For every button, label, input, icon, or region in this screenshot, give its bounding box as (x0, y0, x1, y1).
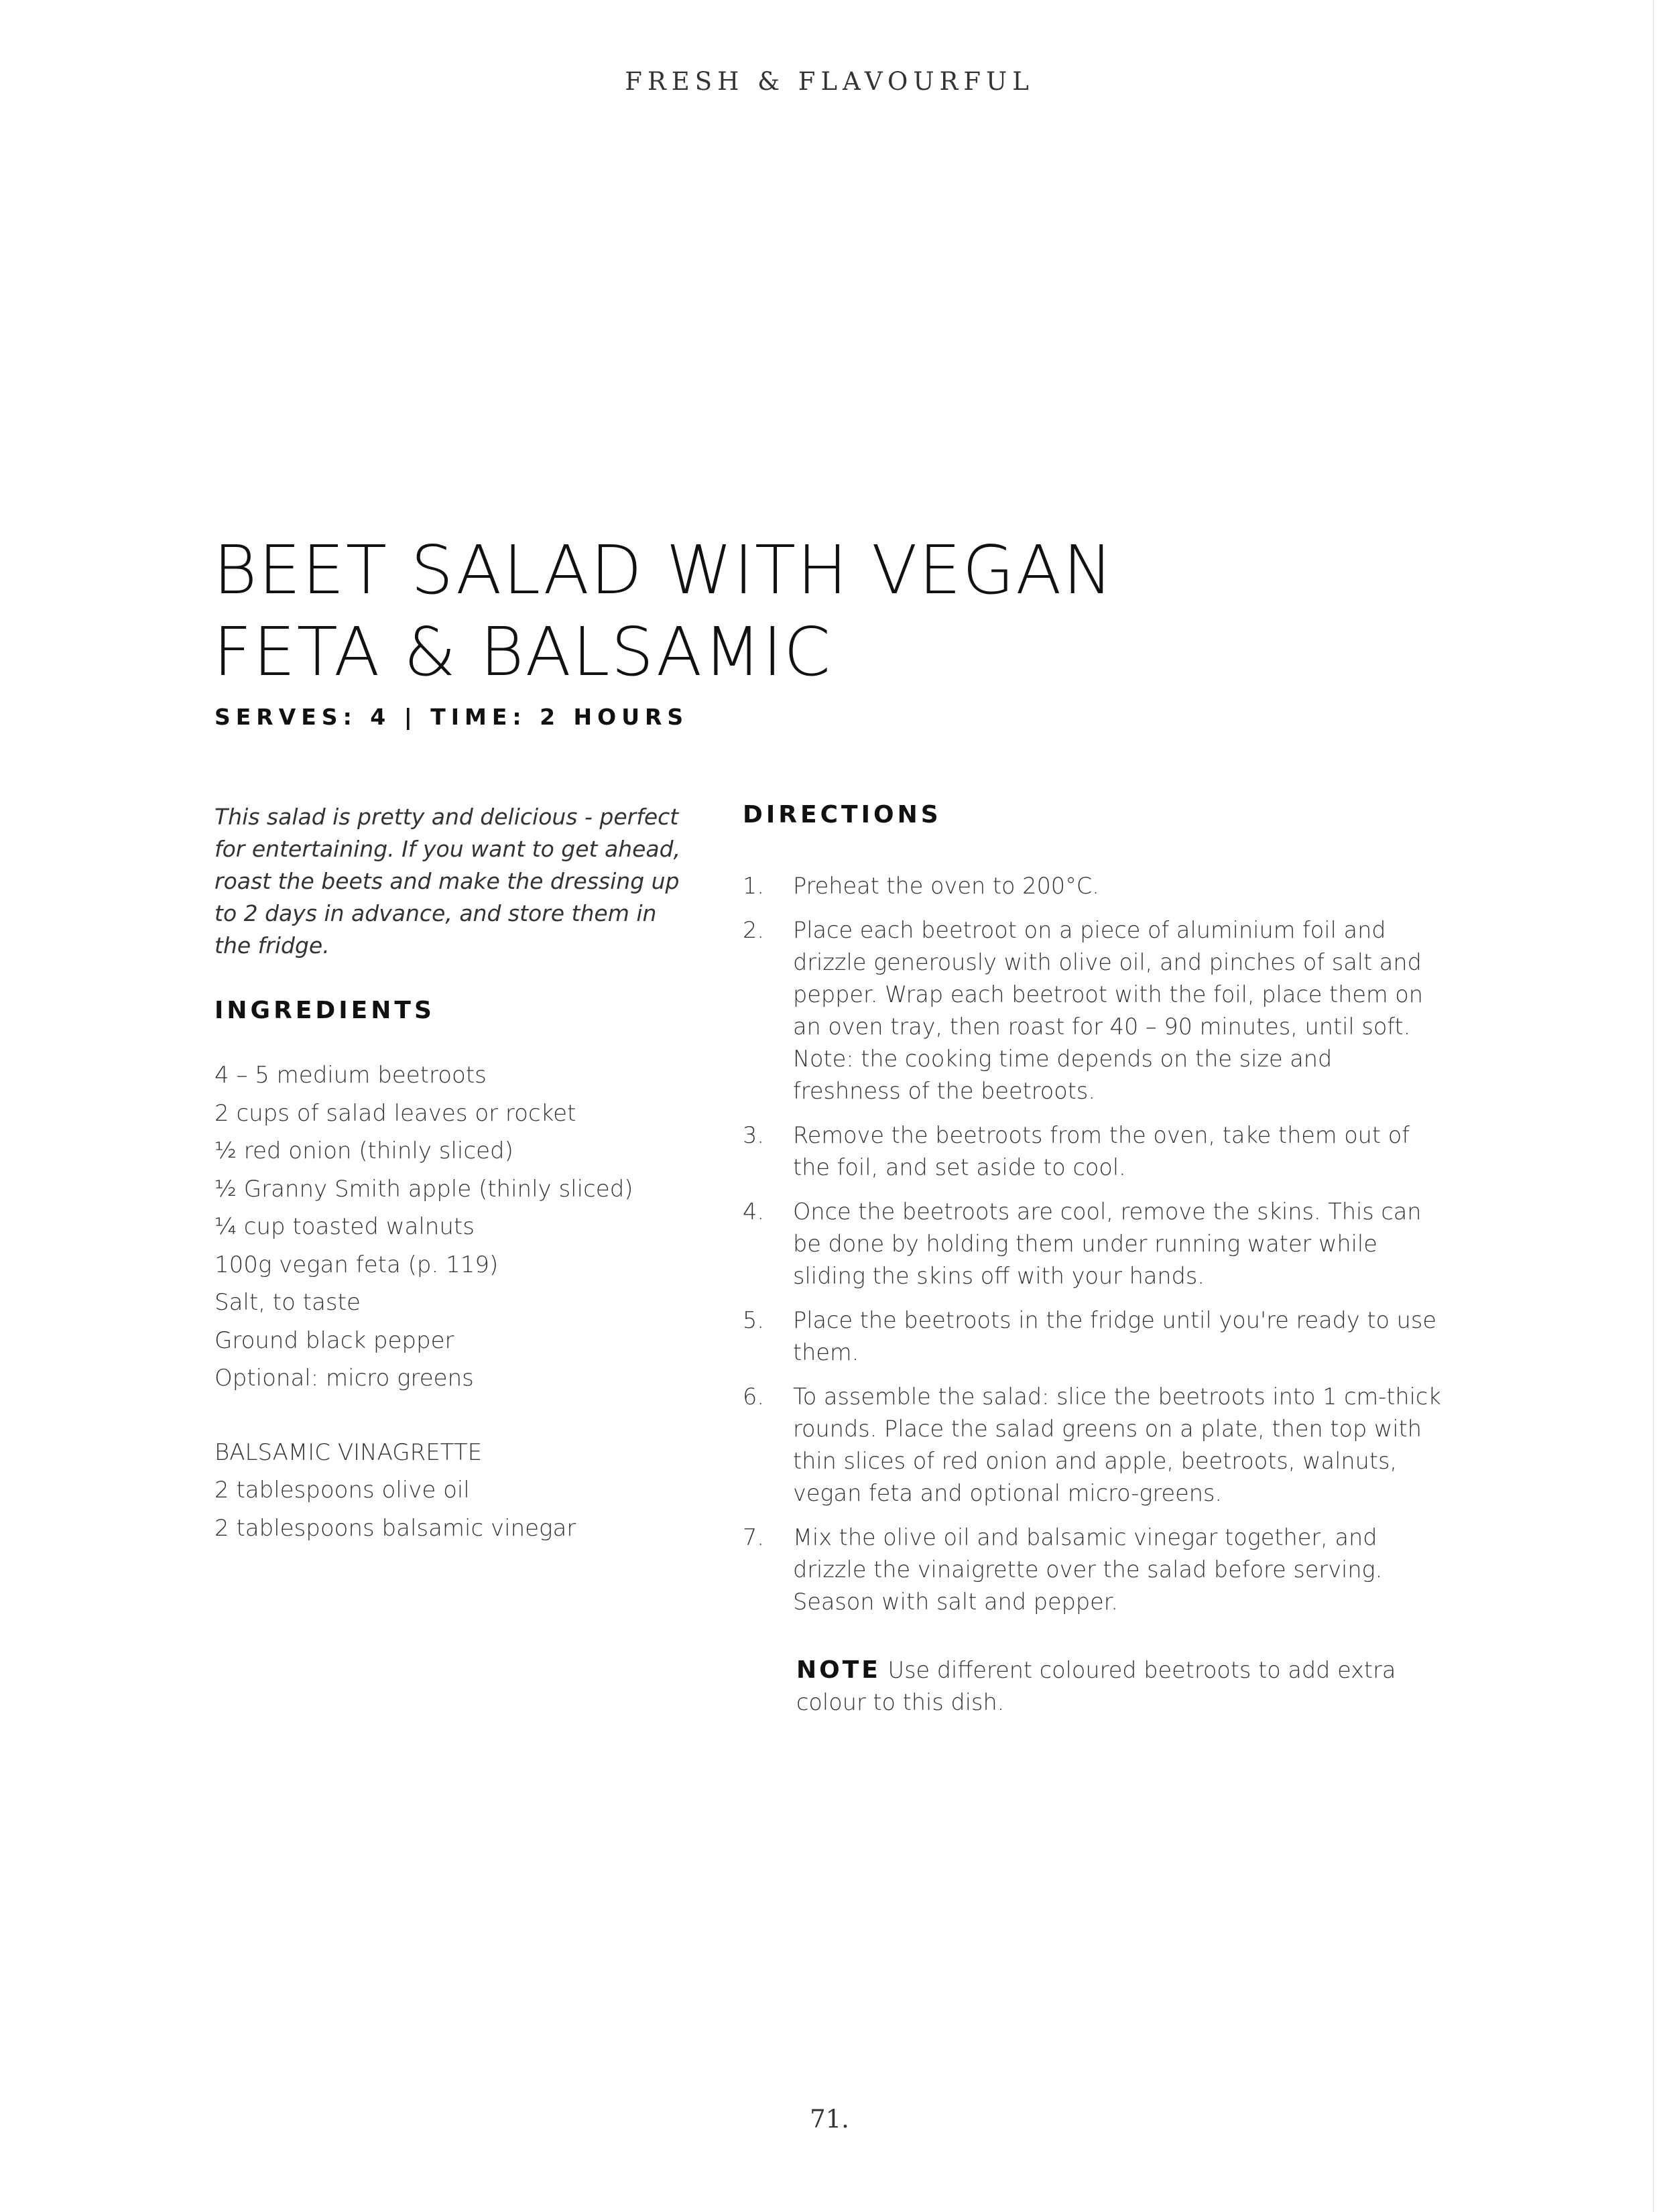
directions-list (743, 870, 1443, 1618)
vinaigrette-heading: BALSAMIC VINAGRETTE (214, 1438, 483, 1466)
step-number: 5. (743, 1307, 764, 1333)
ingredient-item: Optional: micro greens (214, 1365, 474, 1392)
step-text: Place each beetroot on a piece of aluminium foil and drizzle generously with olive oil, and pinches of salt and pepper. Wrap each beetroot with the foil, place them on an oven tray, then roast for 40 – 90 minutes, until soft. Note: the cooking time depends on the size and freshness of the beetroots. (793, 917, 1424, 1104)
ingredient-item: Salt, to taste (214, 1289, 361, 1316)
direction-step (743, 1304, 1443, 1369)
direction-step (743, 1381, 1443, 1510)
right-column (743, 801, 1443, 1719)
recipe-intro: This salad is pretty and delicious - perfect for entertaining. If you want to get ahead, roast the beets and make the dressing up to 2 days in advance, and store them in the fridge. (214, 804, 681, 959)
step-text: Remove the beetroots from the oven, take them out of the foil, and set aside to cool. (793, 1122, 1410, 1180)
step-text: To assemble the salad: slice the beetroots into 1 cm-thick rounds. Place the salad greens on a plate, then top with thin slices of red onion and apple, beetroots, walnuts, vegan feta and optional micro-greens. (793, 1384, 1441, 1506)
step-number: 1. (743, 873, 764, 899)
direction-step (743, 1196, 1443, 1292)
note-label: NOTE (796, 1656, 881, 1684)
recipe-title-line-1: BEET SALAD WITH VEGAN (213, 531, 1115, 609)
step-number: 4. (743, 1199, 764, 1225)
recipe-title (213, 530, 1353, 693)
ingredient-item: 100g vegan feta (p. 119) (214, 1251, 499, 1278)
page-edge-divider (1653, 0, 1654, 2212)
directions-heading: DIRECTIONS (743, 801, 942, 828)
recipe-title-line-2: FETA & BALSAMIC (213, 613, 832, 691)
step-text: Place the beetroots in the fridge until you're ready to use them. (793, 1307, 1436, 1365)
step-text: Preheat the oven to 200°C. (793, 873, 1099, 899)
ingredient-item: 4 – 5 medium beetroots (214, 1062, 487, 1089)
ingredient-item: ¼ cup toasted walnuts (214, 1213, 475, 1240)
step-text: Mix the olive oil and balsamic vinegar together, and drizzle the vinaigrette over the salad before serving. Season with salt and pepper. (793, 1524, 1383, 1615)
serves-time-meta: SERVES: 4 | TIME: 2 HOURS (214, 704, 689, 730)
ingredient-item: Ground black pepper (214, 1327, 454, 1354)
ingredients-heading: INGREDIENTS (214, 997, 435, 1024)
direction-step (743, 1522, 1443, 1618)
direction-step (743, 870, 1443, 902)
vinaigrette-item: 2 tablespoons balsamic vinegar (214, 1514, 576, 1542)
step-number: 3. (743, 1122, 764, 1148)
direction-step (743, 1119, 1443, 1184)
step-number: 7. (743, 1524, 764, 1550)
step-text: Once the beetroots are cool, remove the skins. This can be done by holding them under running water while sliding the skins off with your hands. (793, 1199, 1422, 1289)
ingredient-item: ½ Granny Smith apple (thinly sliced) (214, 1175, 633, 1203)
running-head: FRESH & FLAVOURFUL (625, 67, 1034, 96)
vinaigrette-list (214, 1471, 697, 1547)
recipe-note (796, 1654, 1467, 1719)
ingredient-list (214, 1056, 697, 1398)
step-number: 6. (743, 1384, 764, 1410)
ingredient-item: 2 cups of salad leaves or rocket (214, 1099, 576, 1127)
ingredient-item: ½ red onion (thinly sliced) (214, 1138, 513, 1164)
step-number: 2. (743, 917, 764, 943)
left-column (214, 801, 697, 1547)
page-number: 71. (810, 2105, 849, 2134)
direction-step (743, 914, 1443, 1107)
vinaigrette-item: 2 tablespoons olive oil (214, 1477, 470, 1503)
note-text: Use different coloured beetroots to add extra colour to this dish. (796, 1657, 1396, 1715)
